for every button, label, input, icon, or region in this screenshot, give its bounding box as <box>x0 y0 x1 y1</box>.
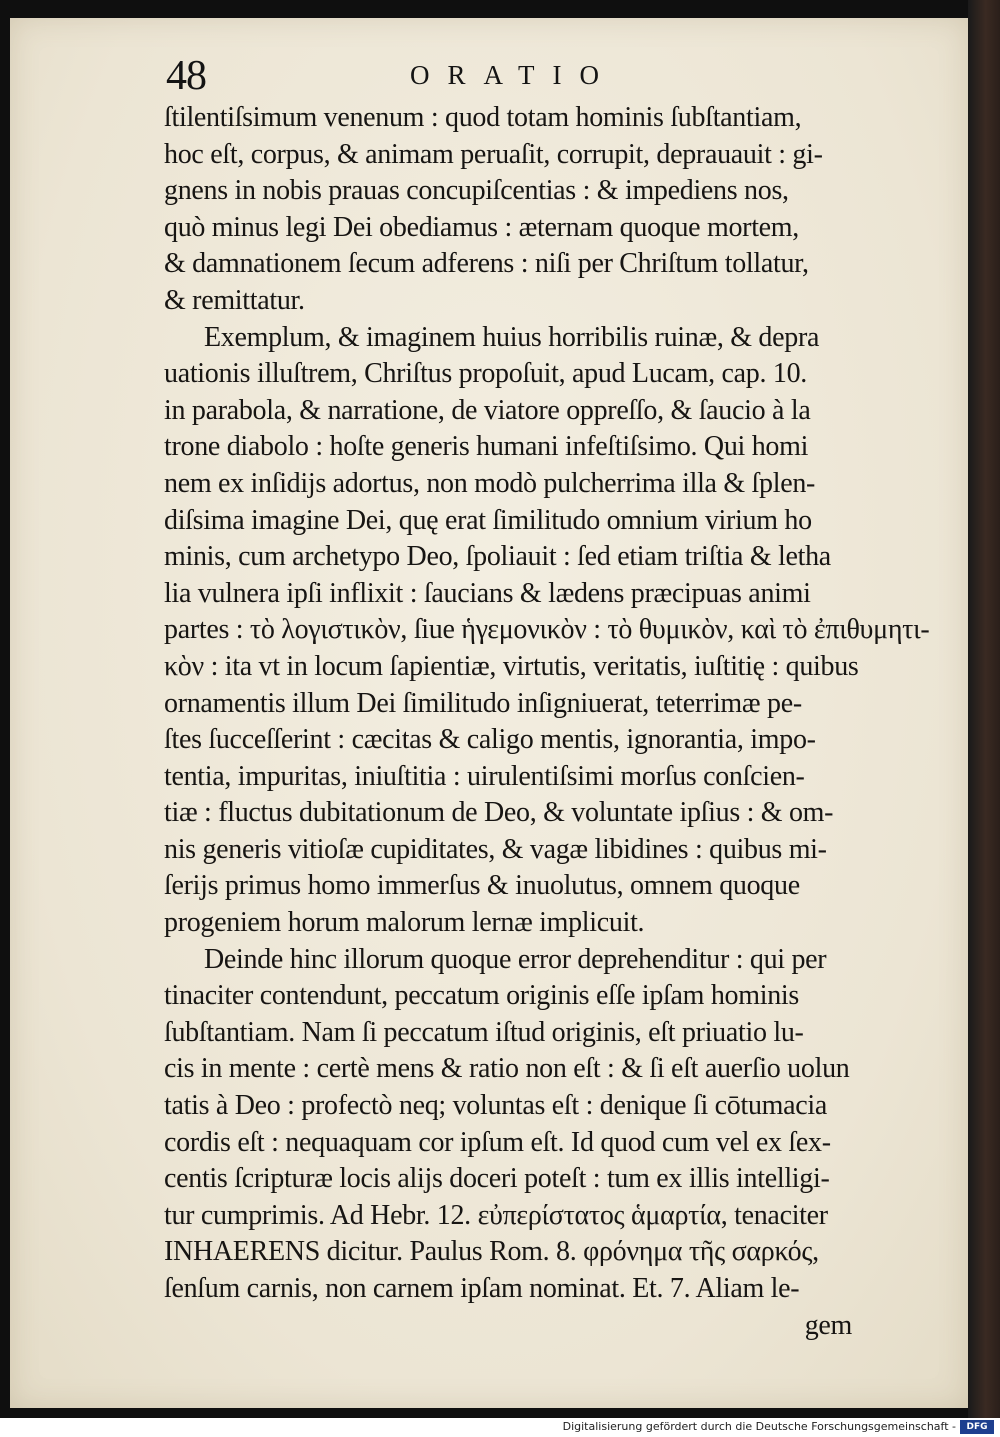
text-line: minis, cum archetypo Deo, ſpoliauit : ſed etiam triſtia & letha <box>164 541 831 573</box>
dfg-logo-icon: DFG <box>960 1420 994 1434</box>
text-line: ornamentis illum Dei ſimilitudo inſigniuerat, teterrimæ pe- <box>164 687 802 719</box>
text-line: lia vulnera ipſi inflixit : ſaucians & lædens præcipuas animi <box>164 577 811 609</box>
text-line: tiæ : fluctus dubitationum de Deo, & voluntate ipſius : & om- <box>164 797 834 829</box>
text-line: cordis eſt : nequaquam cor ipſum eſt. Id quod cum vel ex ſex- <box>164 1126 831 1158</box>
funding-credit: Digitalisierung gefördert durch die Deutsche Forschungsgemeinschaft - <box>562 1420 956 1433</box>
paragraph-start-line: Deinde hinc illorum quoque error deprehenditur : qui per <box>204 943 827 975</box>
footer-band <box>0 1418 1000 1437</box>
text-line: progeniem horum malorum lernæ implicuit. <box>164 907 645 939</box>
running-head <box>150 52 910 102</box>
text-line: uationis illuſtrem, Chriſtus propoſuit, apud Lucam, cap. 10. <box>164 358 808 390</box>
text-line: tinaciter contendunt, peccatum originis eſſe ipſam hominis <box>164 980 799 1012</box>
page-number: 48 <box>166 53 206 99</box>
text-line: ſubſtantiam. Nam ſi peccatum iſtud originis, eſt priuatio lu- <box>164 1016 804 1048</box>
text-line: ſtes ſucceſſerint : cæcitas & caligo mentis, ignorantia, impo- <box>164 724 816 756</box>
text-line: trone diabolo : hoſte generis humani infeſtiſsimo. Qui homi <box>164 431 809 463</box>
text-line: & remittatur. <box>164 284 305 316</box>
text-line: cis in mente : certè mens & ratio non eſt : & ſi eſt auerſio uolun <box>164 1053 850 1085</box>
catchword: gem <box>804 1309 852 1341</box>
text-line: hoc eſt, corpus, & animam peruaſit, corrupit, deprauauit : gi- <box>164 138 823 170</box>
text-line: in parabola, & narratione, de viatore oppreſſo, & ſaucio à la <box>164 394 811 426</box>
text-line: gnens in nobis prauas concupiſcentias : & impediens nos, <box>164 175 789 207</box>
text-line: quò minus legi Dei obediamus : æternam quoque mortem, <box>164 211 799 243</box>
text-line: INHAERENS dicitur. Paulus Rom. 8. φρόνημα τῆς σαρκός, <box>164 1236 819 1268</box>
page-edge <box>968 0 1000 1418</box>
text-line: tentia, impuritas, iniuſtitia : uirulentiſsimi morſus conſcien- <box>164 760 805 792</box>
text-line: nis generis vitioſæ cupiditates, & vagæ libidines : quibus mi- <box>164 833 827 865</box>
paragraph-start-line: Exemplum, & imaginem huius horribilis ruinæ, & depra <box>204 321 820 353</box>
text-line: partes : τὸ λογιστικὸν, ſiue ἡγεμονικὸν : τὸ θυμικὸν, καὶ τὸ ἐπιθυμητι- <box>164 614 930 646</box>
text-line: ſenſum carnis, non carnem ipſam nominat. Et. 7. Aliam le- <box>164 1273 800 1304</box>
text-line: tatis à Deo : profectò neq; voluntas eſt : denique ſi cōtumacia <box>164 1090 827 1122</box>
running-title: ORATIO <box>410 60 617 90</box>
text-block <box>164 100 934 1344</box>
text-line: ſerijs primus homo immerſus & inuolutus, omnem quoque <box>164 870 800 902</box>
text-line: tur cumprimis. Ad Hebr. 12. εὐπερίστατος ἁμαρτία, tenaciter <box>164 1199 828 1231</box>
text-line: κὸν : ita vt in locum ſapientiæ, virtutis, veritatis, iuſtitię : quibus <box>164 650 859 682</box>
text-line: centis ſcripturæ locis alijs doceri poteſt : tum ex illis intelligi- <box>164 1163 830 1195</box>
text-line: ſtilentiſsimum venenum : quod totam hominis ſubſtantiam, <box>164 102 802 133</box>
text-line: nem ex inſidijs adortus, non modò pulcherrima illa & ſplen- <box>164 467 816 499</box>
text-line: & damnationem ſecum adferens : niſi per Chriſtum tollatur, <box>164 248 809 280</box>
text-line: diſsima imagine Dei, quę erat ſimilitudo omnium virium ho <box>164 504 812 536</box>
